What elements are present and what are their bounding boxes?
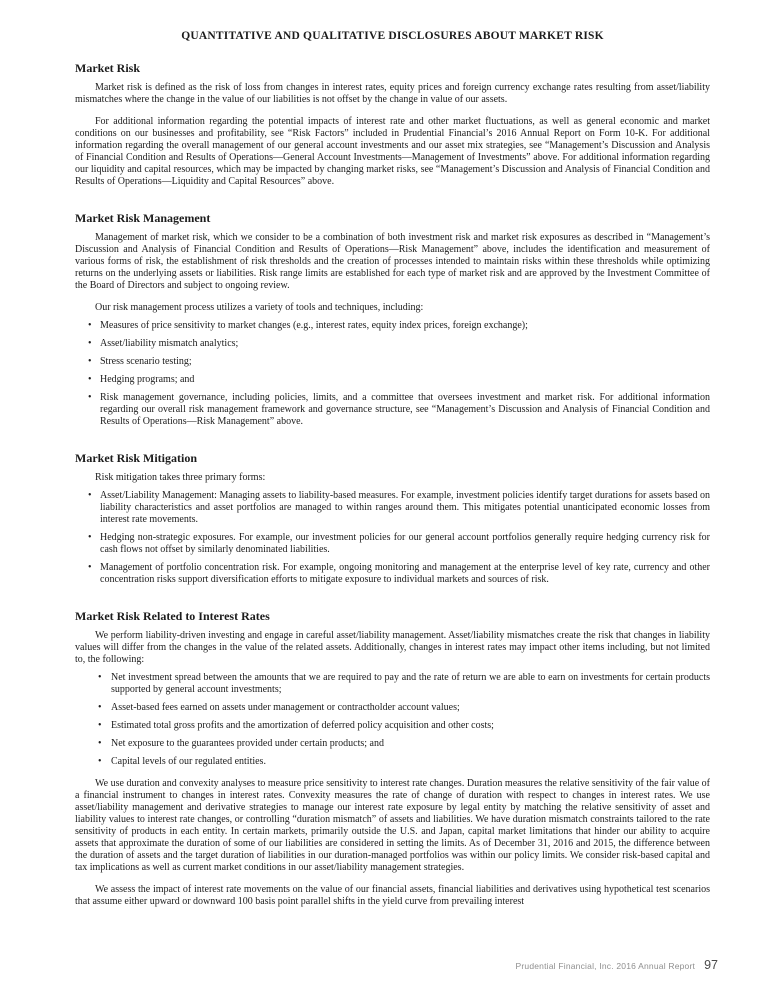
list-item-text: Net exposure to the guarantees provided under certain products; and xyxy=(111,738,384,749)
bullet-list xyxy=(75,320,710,428)
bullet-icon xyxy=(88,356,92,368)
footer-report-title: Prudential Financial, Inc. 2016 Annual Report xyxy=(515,961,696,971)
list-item-text: Management of portfolio concentration risk. For example, ongoing monitoring and management at the enterprise level of key rate, currency and other concentration risks support diversification efforts to mitigate exposure to individual markets and sources of risk. xyxy=(100,562,710,585)
section-market-risk-mitigation xyxy=(75,451,710,586)
paragraph: We perform liability-driven investing and engage in careful asset/liability management. Asset/liability mismatches create the risk that changes in liability values will differ from the changes in the value of the related assets. Additionally, changes in interest rates may impact other items including, but not limited to, the following: xyxy=(75,630,710,665)
list-intro: Risk mitigation takes three primary forms: xyxy=(95,472,266,483)
list-item xyxy=(75,320,710,332)
bullet-icon xyxy=(98,738,102,750)
bullet-icon xyxy=(98,720,102,732)
list-item xyxy=(75,374,710,386)
list-item xyxy=(75,738,710,750)
bullet-icon xyxy=(88,490,92,502)
section-market-risk xyxy=(75,61,710,188)
bullet-icon xyxy=(98,756,102,768)
bullet-icon xyxy=(88,562,92,574)
list-item-text: Hedging non-strategic exposures. For example, our investment policies for our general account portfolios generally require hedging currency risk for cash flows not offset by similarly denominated liabilities. xyxy=(100,532,710,555)
paragraph: We use duration and convexity analyses to measure price sensitivity to interest rate changes. Duration measures the relative sensitivity of the fair value of a financial instrument to changes in interest rates. Convexity measures the rate of change of duration with respect to changes in interest rates. We use asset/liability management and derivative strategies to manage our interest rate exposure by legal entity by matching the relative sensitivity of asset and liability values to interest rate changes, or controlling “duration mismatch” of assets and liabilities. We have duration mismatch constraints tailored to the rate sensitivity of products in each entity. In certain markets, primarily outside the U.S. and Japan, capital market limitations that hinder our ability to acquire assets that approximate the duration of some of our liabilities are considered in setting the limits. As of December 31, 2016 and 2015, the difference between the duration of assets and the target duration of liabilities in our duration-managed portfolios was within our policy limits. We consider risk-based capital and tax implications as well as current market conditions in our asset/liability management strategies. xyxy=(75,778,710,873)
page-footer xyxy=(516,958,719,972)
list-item xyxy=(75,756,710,768)
paragraph: We assess the impact of interest rate movements on the value of our financial assets, financial liabilities and derivatives using hypothetical test scenarios that assume either upward or downward 100 basis point parallel shifts in the yield curve from prevailing interest xyxy=(75,884,710,907)
list-item xyxy=(75,562,710,586)
paragraph: Market risk is defined as the risk of loss from changes in interest rates, equity prices and foreign currency exchange rates resulting from asset/liability mismatches where the change in the value of our liabilities is not offset by the change in value of our assets. xyxy=(75,82,710,105)
list-item xyxy=(75,532,710,556)
list-item xyxy=(75,490,710,526)
list-item-text: Asset-based fees earned on assets under management or contractholder account values; xyxy=(111,702,460,713)
list-intro: Our risk management process utilizes a variety of tools and techniques, including: xyxy=(95,302,424,313)
list-item-text: Hedging programs; and xyxy=(100,374,195,385)
section-heading-market-risk: Market Risk xyxy=(75,61,140,75)
list-item xyxy=(75,356,710,368)
bullet-icon xyxy=(98,672,102,684)
list-item-text: Net investment spread between the amounts that we are required to pay and the rate of return we are able to earn on investments for certain products supported by general account investments; xyxy=(111,672,710,695)
bullet-icon xyxy=(98,702,102,714)
list-item-text: Asset/liability mismatch analytics; xyxy=(100,338,239,349)
list-item xyxy=(75,392,710,428)
section-market-risk-interest-rates xyxy=(75,609,710,908)
bullet-icon xyxy=(88,374,92,386)
bullet-icon xyxy=(88,392,92,404)
bullet-icon xyxy=(88,320,92,332)
list-item-text: Stress scenario testing; xyxy=(100,356,192,367)
bullet-icon xyxy=(88,532,92,544)
list-item-text: Estimated total gross profits and the amortization of deferred policy acquisition and other costs; xyxy=(111,720,494,731)
list-item xyxy=(75,720,710,732)
paragraph: For additional information regarding the potential impacts of interest rate and other market fluctuations, as well as general economic and market conditions on our businesses and profitability, see “Risk Factors” included in Prudential Financial’s 2016 Annual Report on Form 10-K. For additional information regarding the overall management of our general account investments and our asset mix strategies, see “Management’s Discussion and Analysis of Financial Condition and Results of Operations—General Account Investments—Management of Investments” above. For additional information regarding our liquidity and capital resources, which may be impacted by changing market risks, see “Management’s Discussion and Analysis of Financial Condition and Results of Operations—Liquidity and Capital Resources” above. xyxy=(75,116,710,187)
bullet-list xyxy=(75,490,710,586)
section-market-risk-management xyxy=(75,211,710,428)
section-heading-market-risk-interest-rates: Market Risk Related to Interest Rates xyxy=(75,609,270,623)
paragraph: Management of market risk, which we consider to be a combination of both investment risk and market risk exposures as described in “Management’s Discussion and Analysis of Financial Condition and Results of Operations—Risk Management” above, includes the identification and measurement of various forms of risk, the establishment of risk thresholds and the creation of processes intended to maintain risks within these thresholds while optimizing returns on the underlying assets or liabilities. Risk range limits are established for each type of market risk and are approved by the Investment Committee of the Board of Directors and subject to ongoing review. xyxy=(75,232,710,291)
list-item-text: Asset/Liability Management: Managing assets to liability-based measures. For example, investment policies identify target durations for assets based on liability characteristics and asset portfolios are managed to within ranges around them. This mitigates potential unanticipated economic losses from interest rate movements. xyxy=(100,490,710,525)
list-item-text: Risk management governance, including policies, limits, and a committee that oversees investment and market risk. For additional information regarding our overall risk management framework and governance structure, see “Management’s Discussion and Analysis of Financial Condition and Results of Operations—Risk Management” above. xyxy=(100,392,710,427)
list-item-text: Measures of price sensitivity to market changes (e.g., interest rates, equity index prices, foreign exchange); xyxy=(100,320,528,331)
footer-page-number: 97 xyxy=(704,958,718,972)
list-item-text: Capital levels of our regulated entities. xyxy=(111,756,266,767)
section-heading-market-risk-management: Market Risk Management xyxy=(75,211,211,225)
bullet-icon xyxy=(88,338,92,350)
list-item xyxy=(75,338,710,350)
list-item xyxy=(75,672,710,696)
page-title: QUANTITATIVE AND QUALITATIVE DISCLOSURES ABOUT MARKET RISK xyxy=(181,30,604,42)
list-item xyxy=(75,702,710,714)
section-heading-market-risk-mitigation: Market Risk Mitigation xyxy=(75,451,197,465)
bullet-list xyxy=(75,672,710,768)
